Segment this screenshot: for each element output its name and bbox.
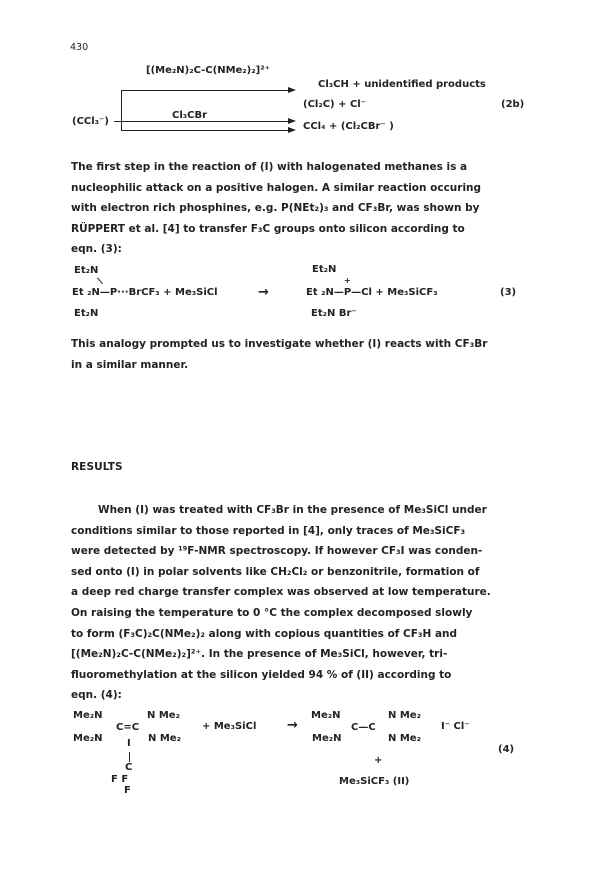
- equation-label: (3): [500, 287, 517, 298]
- text-line: to form (F₃C)₂C(NMe₂)₂ along with copious quantities of CF₃H and: [71, 627, 458, 640]
- paragraph-results: [71, 500, 533, 706]
- bond-line: [97, 277, 103, 284]
- arrowhead-icon: [288, 87, 296, 93]
- equation-label: (2b): [501, 99, 525, 110]
- scheme-2b-top-reagent: [(Me₂N)₂C-C(NMe₂)₂]²⁺: [146, 65, 270, 76]
- scheme-4-counter-ions: I⁻ Cl⁻: [441, 721, 470, 732]
- section-heading-results: RESULTS: [71, 461, 123, 473]
- scheme-2b-arrow-3: [121, 130, 290, 131]
- scheme-3-left-bottom: Et₂N: [74, 308, 99, 319]
- scheme-4-reactant-top-right: N Me₂: [147, 710, 180, 721]
- scheme-2b-arrow-1: [121, 90, 290, 91]
- text-line: eqn. (3):: [71, 243, 122, 256]
- scheme-4-product-2: Me₃SiCF₃ (II): [339, 776, 410, 787]
- scheme-2b-arrow-2: [114, 121, 290, 122]
- reaction-arrow: →: [258, 285, 269, 300]
- scheme-4-reactant-bottom-left: Me₂N: [73, 733, 103, 744]
- text-line: were detected by ¹⁹F-NMR spectroscopy. If however CF₃I was conden-: [71, 545, 483, 558]
- text-line: a deep red charge transfer complex was observed at low temperature.: [71, 586, 491, 599]
- page-number: 430: [70, 42, 89, 53]
- scheme-3-right-bottom: Et₂N Br⁻: [311, 308, 357, 319]
- scheme-2b-vertical-line: [121, 90, 122, 130]
- paragraph-reaction-mechanism: [71, 157, 533, 260]
- paragraph-analogy: [71, 334, 533, 375]
- text-line: sed onto (I) in polar solvents like CH₂Cl₂ or benzonitrile, formation of: [71, 565, 480, 578]
- scheme-4-reactant-bottom-right: N Me₂: [148, 733, 181, 744]
- scheme-3-right-top: Et₂N: [312, 264, 337, 275]
- equation-label: (4): [498, 744, 515, 755]
- text-line: conditions similar to those reported in [4], only traces of Me₃SiCF₃: [71, 524, 466, 537]
- scheme-4-carbon: C: [125, 762, 133, 773]
- scheme-4-reactant-top-left: Me₂N: [73, 710, 103, 721]
- scheme-2b-left-species: (CCl₃⁻): [72, 116, 109, 127]
- scheme-4-fluorine-bottom: F: [124, 785, 131, 796]
- text-line: fluoromethylation at the silicon yielded 94 % of (II) according to: [71, 668, 452, 681]
- scheme-4-iodine: I: [127, 738, 131, 749]
- scheme-4-fluorines: F F: [111, 774, 129, 785]
- text-line: RÜPPERT et al. [4] to transfer F₃C groups onto silicon according to: [71, 222, 465, 235]
- text-line: The first step in the reaction of (I) with halogenated methanes is a: [71, 161, 468, 173]
- scheme-4-product-top-left: Me₂N: [311, 710, 341, 721]
- text-line: with electron rich phosphines, e.g. P(NEt₂)₃ and CF₃Br, was shown by: [71, 202, 480, 215]
- arrowhead-icon: [288, 127, 296, 133]
- positive-charge: +: [344, 276, 351, 285]
- bond-line: [129, 752, 130, 762]
- scheme-2b-bottom-reagent: Cl₃CBr: [172, 110, 208, 121]
- scheme-4-product-bottom-right: N Me₂: [388, 733, 421, 744]
- scheme-4-plus: +: [374, 755, 383, 766]
- scheme-3-left-middle: Et ₂N—P···BrCF₃ + Me₃SiCl: [72, 287, 218, 298]
- arrowhead-icon: [288, 118, 296, 124]
- scheme-4-product-bottom-left: Me₂N: [312, 733, 342, 744]
- scheme-4-product-top-right: N Me₂: [388, 710, 421, 721]
- text-line: in a similar manner.: [71, 358, 189, 371]
- scheme-3-right-middle: Et ₂N—P—Cl + Me₃SiCF₃: [306, 287, 438, 298]
- scheme-2b-product-2: (Cl₂C) + Cl⁻: [303, 99, 367, 110]
- scheme-3-left-top: Et₂N: [74, 265, 99, 276]
- text-line: On raising the temperature to 0 °C the complex decomposed slowly: [71, 606, 473, 619]
- reaction-arrow: →: [287, 718, 298, 733]
- scheme-4-reagent: + Me₃SiCl: [202, 721, 257, 732]
- scheme-2b-product-3: CCl₄ + (Cl₂CBr⁻ ): [303, 121, 394, 132]
- scheme-4-product-center: C—C: [351, 722, 376, 733]
- text-line: eqn. (4):: [71, 689, 122, 702]
- text-line: When (I) was treated with CF₃Br in the presence of Me₃SiCl under: [98, 504, 487, 516]
- text-line: nucleophilic attack on a positive halogen. A similar reaction occuring: [71, 181, 482, 194]
- scheme-4-reactant-center: C=C: [116, 722, 140, 733]
- text-line: [(Me₂N)₂C-C(NMe₂)₂]²⁺. In the presence of Me₃SiCl, however, tri-: [71, 648, 448, 661]
- text-line: This analogy prompted us to investigate whether (I) reacts with CF₃Br: [71, 338, 488, 350]
- scheme-2b-product-1: Cl₃CH + unidentified products: [318, 79, 486, 90]
